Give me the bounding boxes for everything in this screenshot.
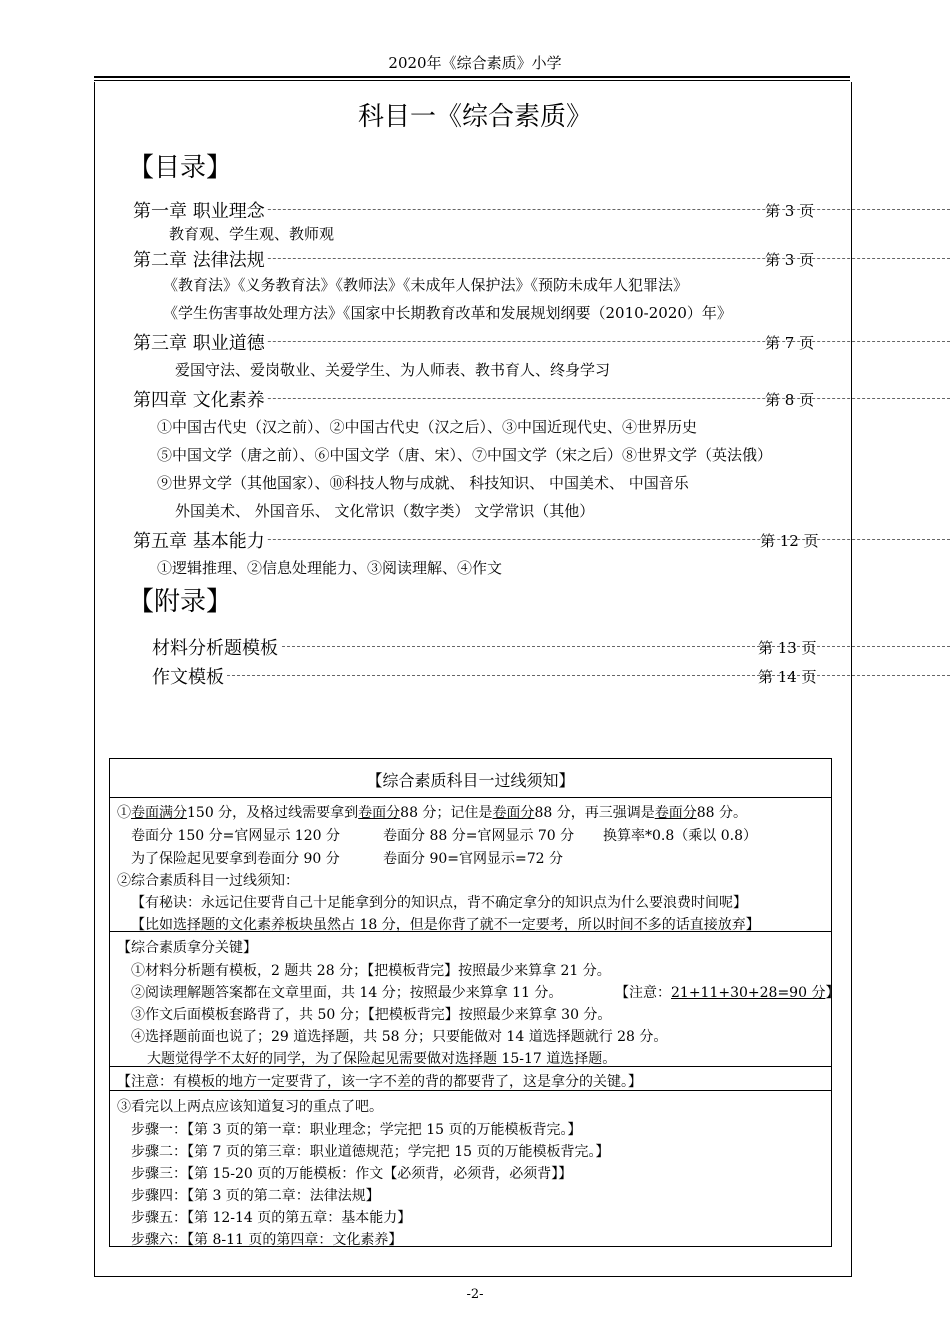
chapter-subtopics: 外国美术、 外国音乐、 文化常识（数字类） 文学常识（其他） xyxy=(175,502,595,520)
chapter-page: 第 7 页 xyxy=(765,334,815,352)
notice-section-4 xyxy=(109,1090,832,1247)
notice-step: 步骤五：【第 12-14 页的第五章：基本能力】 xyxy=(131,1210,412,1226)
notice-line: 【综合素质拿分关键】 xyxy=(117,940,257,956)
notice-line: 卷面分 150 分=官网显示 120 分 xyxy=(131,828,340,844)
chapter-label: 第四章 文化素养 xyxy=(133,386,267,412)
notice-step: 步骤六：【第 8-11 页的第四章：文化素养】 xyxy=(131,1232,403,1248)
page-header: 2020年《综合素质》小学 xyxy=(388,54,562,72)
notice-line: ③看完以上两点应该知道复习的重点了吧。 xyxy=(117,1099,383,1115)
notice-line: ①材料分析题有模板，2 题共 28 分；【把模板背完】按照最少来算拿 21 分。 xyxy=(131,963,611,979)
notice-step: 步骤三：【第 15-20 页的万能模板：作文【必须背，必须背，必须背】】 xyxy=(131,1166,573,1182)
chapter-subtopics: ①逻辑推理、②信息处理能力、③阅读理解、④作文 xyxy=(157,559,503,577)
chapter-subtopics: 教育观、学生观、教师观 xyxy=(169,225,335,243)
chapter-page: 第 8 页 xyxy=(765,391,815,409)
notice-title: 【综合素质科目一过线须知】 xyxy=(366,771,575,790)
chapter-label: 第三章 职业道德 xyxy=(133,329,267,355)
chapter-subtopics: 《学生伤害事故处理方法》《国家中长期教育改革和发展规划纲要（2010-2020）年》 xyxy=(163,304,732,322)
notice-line: 为了保险起见要拿到卷面分 90 分 xyxy=(131,851,340,867)
header-rule xyxy=(94,76,850,78)
chapter-subtopics: ①中国古代史（汉之前）、②中国古代史（汉之后）、③中国近现代史、④世界历史 xyxy=(157,418,698,436)
chapter-label: 第一章 职业理念 xyxy=(133,197,267,223)
chapter-subtopics: ⑤中国文学（唐之前）、⑥中国文学（唐、宋）、⑦中国文学（宋之后）⑧世界文学（英法俄） xyxy=(157,446,773,464)
chapter-page: 第 3 页 xyxy=(765,251,815,269)
toc-chapter-5[interactable] xyxy=(133,527,950,551)
notice-section-3 xyxy=(109,1066,832,1091)
notice-line: 【比如选择题的文化素养板块虽然占 18 分，但是你背了就不一定要考，所以时间不多的话直接放弃】 xyxy=(131,917,760,933)
header-rule-thin xyxy=(94,80,850,81)
notice-section-1 xyxy=(109,797,832,932)
chapter-subtopics: ⑨世界文学（其他国家）、⑩科技人物与成就、 科技知识、 中国美术、 中国音乐 xyxy=(157,474,689,492)
chapter-label: 第五章 基本能力 xyxy=(133,527,267,553)
notice-line: 卷面分 90=官网显示=72 分 xyxy=(383,851,563,867)
toc-chapter-1[interactable] xyxy=(133,197,950,221)
toc-appendix-2[interactable] xyxy=(152,663,950,687)
notice-step: 步骤二：【第 7 页的第三章：职业道德规范；学完把 15 页的万能模板背完。】 xyxy=(131,1144,610,1160)
chapter-subtopics: 《教育法》《义务教育法》《教师法》《未成年人保护法》《预防未成年人犯罪法》 xyxy=(163,276,689,294)
notice-line: 【注意：21+11+30+28=90 分】 xyxy=(615,985,840,1001)
page-title: 科目一《综合素质》 xyxy=(357,102,592,132)
appendix-label: 作文模板 xyxy=(152,663,226,689)
toc-chapter-4[interactable] xyxy=(133,386,950,410)
toc-chapter-2[interactable] xyxy=(133,246,950,270)
toc-appendix-1[interactable] xyxy=(152,634,950,658)
notice-line: 卷面分 88 分=官网显示 70 分 xyxy=(383,828,575,844)
appendix-heading: 【附录】 xyxy=(128,587,233,617)
appendix-page: 第 13 页 xyxy=(758,639,817,657)
chapter-label: 第二章 法律法规 xyxy=(133,246,267,272)
toc-chapter-3[interactable] xyxy=(133,329,950,353)
toc-heading: 【目录】 xyxy=(128,153,233,183)
notice-step: 步骤四：【第 3 页的第二章：法律法规】 xyxy=(131,1188,380,1204)
chapter-page: 第 3 页 xyxy=(765,202,815,220)
chapter-page: 第 12 页 xyxy=(760,532,819,550)
notice-line: 大题觉得学不太好的同学，为了保险起见需要做对选择题 15-17 道选择题。 xyxy=(147,1051,617,1067)
chapter-subtopics: 爱国守法、爱岗敬业、关爱学生、为人师表、教书育人、终身学习 xyxy=(175,361,611,379)
notice-line: 【注意：有模板的地方一定要背了，该一字不差的背的都要背了，这是拿分的关键。】 xyxy=(117,1074,642,1090)
page-number: -2- xyxy=(466,1287,484,1302)
notice-line: ④选择题前面也说了；29 道选择题，共 58 分；只要能做对 14 道选择题就行 28 分。 xyxy=(131,1029,668,1045)
notice-section-2 xyxy=(109,931,840,1067)
notice-line: ②阅读理解题答案都在文章里面，共 14 分；按照最少来算拿 11 分。 xyxy=(131,985,563,1001)
notice-step: 步骤一：【第 3 页的第一章：职业理念；学完把 15 页的万能模板背完。】 xyxy=(131,1122,582,1138)
appendix-label: 材料分析题模板 xyxy=(152,634,280,660)
notice-title-cell xyxy=(109,758,832,798)
notice-line: 【有秘诀：永远记住要背自己十足能拿到分的知识点，背不确定拿分的知识点为什么要浪费时间呢】 xyxy=(131,895,747,911)
leader-dots xyxy=(152,675,950,676)
notice-line: 换算率*0.8（乘以 0.8） xyxy=(603,828,757,844)
notice-line: ①卷面满分150 分，及格过线需要拿到卷面分88 分；记住是卷面分88 分，再三强调是卷面分88 分。 xyxy=(117,805,747,821)
notice-line: ②综合素质科目一过线须知： xyxy=(117,873,299,889)
notice-line: ③作文后面模板套路背了，共 50 分；【把模板背完】按照最少来算拿 30 分。 xyxy=(131,1007,612,1023)
appendix-page: 第 14 页 xyxy=(758,668,817,686)
